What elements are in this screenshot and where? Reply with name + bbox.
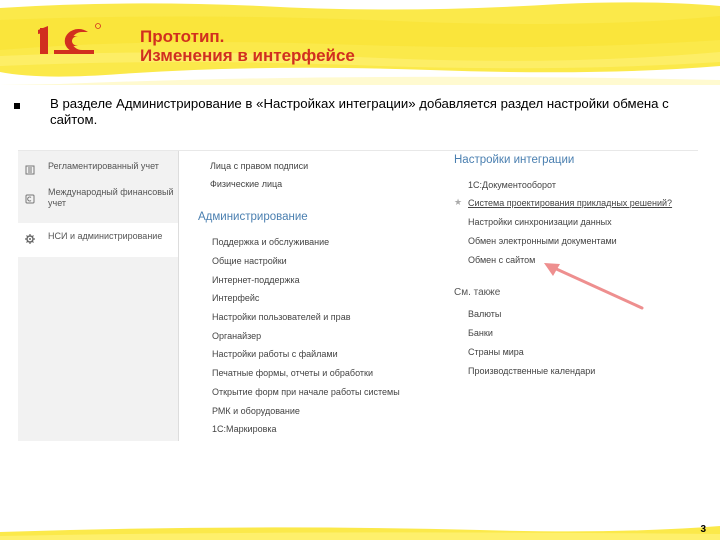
slide-title (140, 27, 355, 65)
link-admin[interactable]: РМК и оборудование (212, 406, 300, 416)
app-screenshot (18, 150, 698, 441)
annotation-arrow (538, 256, 648, 316)
slide-footer (0, 520, 720, 540)
link-admin[interactable]: Интерфейс (212, 293, 260, 303)
link-admin[interactable]: Интернет-поддержка (212, 275, 300, 285)
link-integration[interactable]: Настройки синхронизации данных (468, 217, 612, 227)
link-admin[interactable]: Печатные формы, отчеты и обработки (212, 368, 373, 378)
slide-title-line-2: Изменения в интерфейсе (140, 46, 355, 65)
bullet-text: В разделе Администрирование в «Настройках интеграции» добавляется раздел настройки обмена с сайтом. (50, 96, 669, 127)
sidebar-item-international-accounting[interactable] (18, 187, 178, 217)
page-number: 3 (700, 524, 706, 535)
header-background (0, 0, 720, 85)
link-see-also[interactable]: Банки (468, 328, 493, 338)
link-see-also[interactable]: Страны мира (468, 347, 524, 357)
slide-title-line-1: Прототип. (140, 27, 225, 46)
link-site-exchange[interactable]: Обмен с сайтом (468, 255, 536, 265)
section-title-integration-settings: Настройки интеграции (454, 154, 575, 166)
link-admin[interactable]: Общие настройки (212, 256, 287, 266)
sidebar-item-label: Регламентированный учет (48, 161, 159, 171)
gear-icon (25, 234, 35, 244)
sidebar-item-regulated-accounting[interactable] (18, 161, 178, 183)
document-icon (25, 194, 35, 204)
link-integration[interactable]: 1С:Документооборот (468, 180, 556, 190)
section-title-administration: Администрирование (198, 211, 308, 223)
link-admin[interactable]: Открытие форм при начале работы системы (212, 387, 400, 397)
link-see-also[interactable]: Производственные календари (468, 366, 596, 376)
link-admin[interactable]: Поддержка и обслуживание (212, 237, 330, 247)
ledger-icon (25, 165, 35, 175)
link-admin[interactable]: Настройки работы с файлами (212, 349, 338, 359)
sidebar-item-label: Международный финансовый учет (48, 187, 174, 208)
link-individuals[interactable]: Физические лица (210, 179, 283, 189)
link-admin[interactable]: Настройки пользователей и прав (212, 312, 351, 322)
star-icon: ★ (454, 197, 463, 207)
section-title-see-also: См. также (454, 287, 501, 298)
bullet-marker (14, 103, 20, 109)
link-signers[interactable]: Лица с правом подписи (210, 161, 309, 171)
slide-header (0, 0, 720, 85)
link-integration[interactable]: Система проектирования прикладных решений? (468, 198, 673, 208)
link-see-also[interactable]: Валюты (468, 309, 502, 319)
link-admin[interactable]: Органайзер (212, 331, 262, 341)
link-integration[interactable]: Обмен электронными документами (468, 236, 617, 246)
sidebar-item-label: НСИ и администрирование (48, 231, 163, 241)
sidebar (18, 151, 179, 441)
sidebar-item-nsi-administration[interactable] (18, 223, 178, 257)
link-admin[interactable]: 1С:Маркировка (212, 424, 277, 434)
